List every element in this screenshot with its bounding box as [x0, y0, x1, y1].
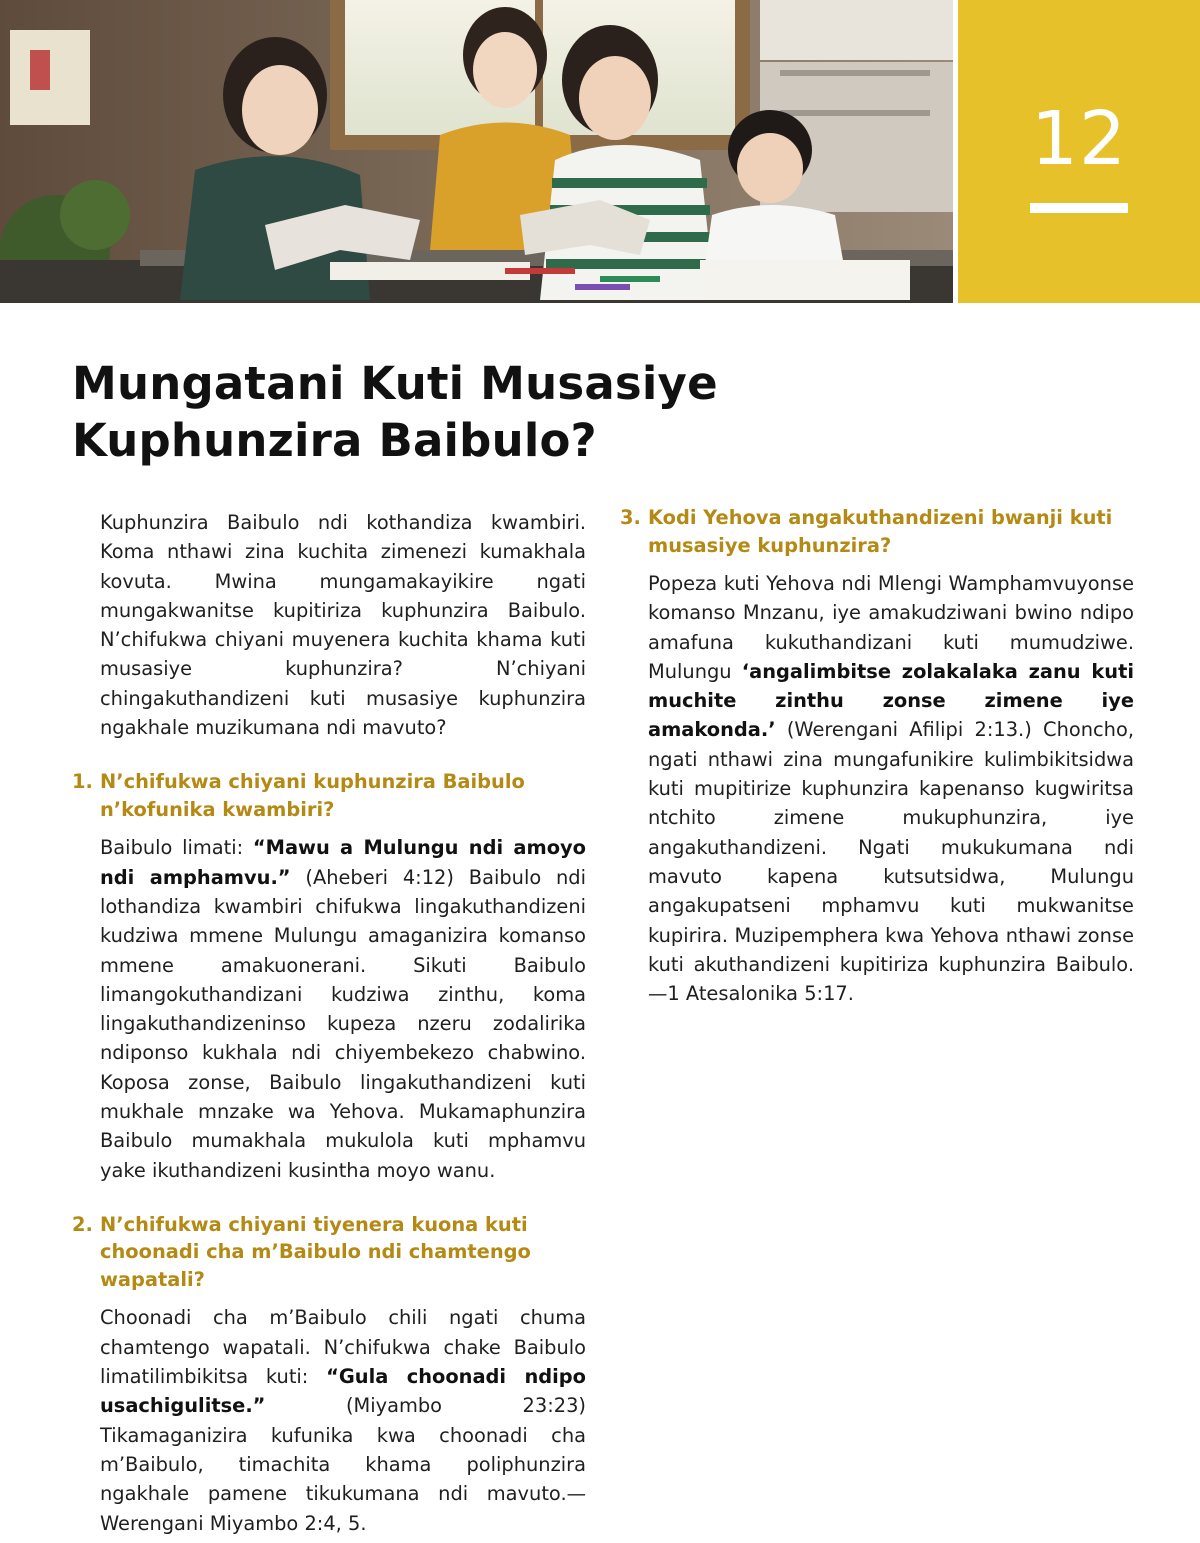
answer-3-text-b: (Werengani Afilipi 2:13.) Choncho, ngati nthawi zina mungafunikire kulimbikitsidwa kuti mupitirize kuphunzira kapenanso kugwiritsa ntchito zimene mukuphunzira, iye angakuthandizeni. Ngati mukukumana ndi mavuto kapena kutsutsidwa, Mulungu angakupatseni mphamvu kuti mukwanitse kupirira. Muzipemphera kwa Yehova nthawi zonse kuti akuthandizeni kupitiriza kuphunzira Baibulo.—1 Atesalonika 5:17.	[648, 718, 1134, 1006]
question-3-number: 3.	[620, 506, 641, 529]
page-title-line-1: Mungatani Kuti Musasiye	[72, 357, 718, 410]
answer-3-text-a: Popeza kuti Yehova ndi Mlengi Wamphamvuyonse komanso Mnzanu, iye amakudziwani bwino ndipo amafuna kukuthandizani kuti mumudziwe. Mulungu	[648, 572, 1134, 683]
chapter-box	[958, 0, 1200, 303]
question-2	[72, 1211, 586, 1294]
answer-2	[100, 1303, 586, 1537]
page-title	[72, 355, 852, 469]
answer-2-quote: “Gula choonadi ndipo usachigulitse.”	[100, 1365, 586, 1418]
kitchen-study-illustration	[0, 0, 953, 303]
question-2-number: 2.	[72, 1212, 93, 1236]
question-2-text: N’chifukwa chiyani tiyenera kuona kuti choonadi cha m’Baibulo ndi chamtengo wapatali?	[100, 1212, 531, 1291]
answer-3-quote: ‘angalimbitse zolakalaka zanu kuti muchite zinthu zonse zimene iye amakonda.’	[648, 659, 1135, 742]
answer-1	[100, 833, 586, 1185]
answer-2-text-a: Choonadi cha m’Baibulo chili ngati chuma chamtengo wapatali. N’chifukwa chake Baibulo limatilimbikitsa kuti:	[100, 1306, 586, 1389]
intro-paragraph: Kuphunzira Baibulo ndi kothandiza kwambiri. Koma nthawi zina kuchita zimenezi kumakhala kovuta. Mwina mungamakayikire ngati mungakwanitse kupitiriza kuphunzira Baibulo. N’chifukwa chiyani muyenera kuchita khama kuti musasiye kuphunzira? N’chiyani chingakuthandizeni kuti musasiye kuphunzira ngakhale muzikumana ndi mavuto?	[100, 511, 586, 740]
answer-1-text-b: (Aheberi 4:12) Baibulo ndi lothandiza kwambiri chifukwa lingakuthandizeni kudziwa mmene Mulungu amaganizira komanso mmene amakuonerani. Sikuti Baibulo limangokuthandizani kudziwa zinthu, koma lingakuthandizeninso kupeza nzeru zodalirika ndiponso kukhala ndi chiyembekezo chabwino. Koposa zonse, Baibulo lingakuthandizeni kuti mukhale mnzake wa Yehova. Mukamaphunzira Baibulo mumakhala mukulola kuti mphamvu yake ikuthandizeni kusintha moyo wanu.	[100, 865, 586, 1182]
question-1-number: 1.	[72, 770, 93, 794]
chapter-underline	[1030, 203, 1128, 213]
answer-1-quote: “Mawu a Mulungu ndi amoyo ndi amphamvu.”	[100, 836, 586, 889]
question-1	[72, 768, 586, 823]
left-column	[72, 508, 586, 1538]
question-3-text: Kodi Yehova angakuthandizeni bwanji kuti musasiye kuphunzira?	[648, 506, 1113, 557]
answer-1-text-a: Baibulo limati:	[100, 836, 253, 860]
question-1-text: N’chifukwa chiyani kuphunzira Baibulo n’kofunika kwambiri?	[100, 770, 525, 821]
answer-2-text-b: (Miyambo 23:23) Tikamaganizira kufunika kwa choonadi cha m’Baibulo, timachita khama poliphunzira ngakhale pamene tikukumana ndi mavuto.—Werengani Miyambo 2:4, 5.	[100, 1394, 586, 1535]
hero-photo	[0, 0, 953, 303]
page-title-line-2: Kuphunzira Baibulo?	[72, 414, 597, 467]
question-3	[620, 504, 1134, 559]
answer-3	[648, 569, 1134, 1008]
chapter-number: 12	[1030, 96, 1128, 182]
right-column	[620, 504, 1135, 1008]
